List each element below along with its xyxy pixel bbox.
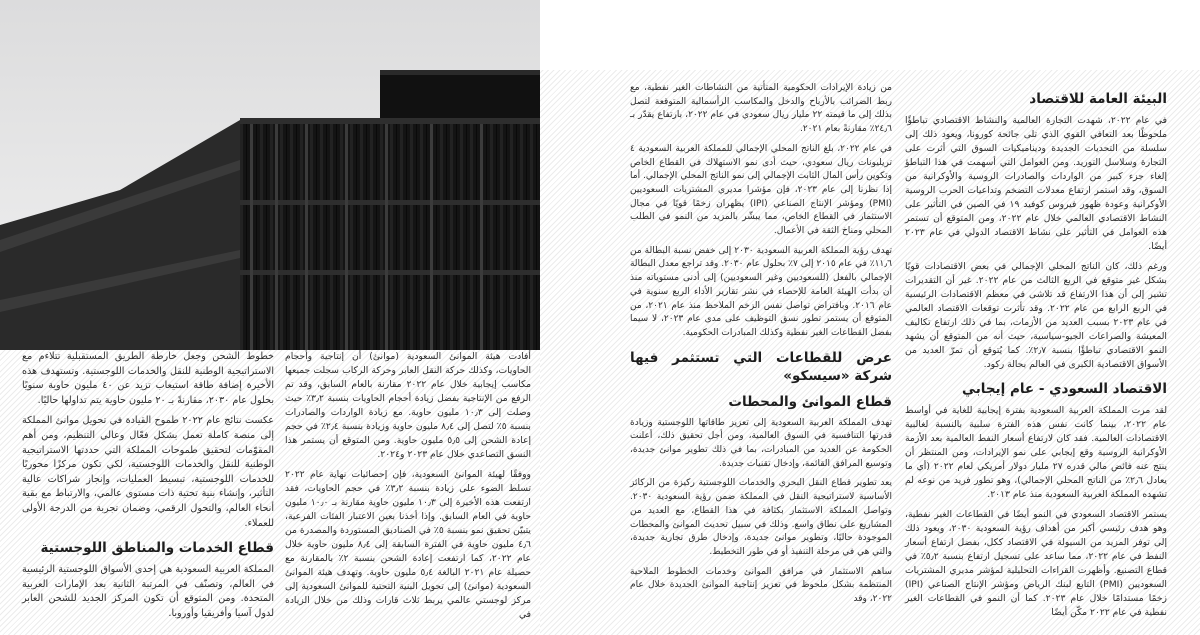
text-column-2 <box>630 82 892 613</box>
paragraph: عكست نتائج عام ٢٠٢٢ طموح القيادة في تحويل موانئ المملكة إلى منصة كاملة تعمل بشكل فعّال وعالي التنظيم، ومن أهم المقوّمات لتحقيق طموحات المملكة التي حددتها الاستراتيجية الوطنية للنقل والخدمات اللوجستية، لكي تكون مركزًا محوريًا للخدمات اللوجستية، تبسيط العمليات، وإنجاز شراكات عالية التأثير، وإنشاء بنية تحتية ذات مستوى عالمي، والارتباط مع بقية أنحاء العالم، والتحول الرقمي، وضمان تجربة من الدرجة الأولى للعملاء. <box>22 415 274 529</box>
paragraph: يستمر الاقتصاد السعودي في النمو أيضًا في القطاعات الغير نفطية، وهو هدف رئيسي أكبر من أهداف رؤية السعودية ٢٠٣٠، ويعود ذلك إلى توفر المزيد من السيولة في الاقتصاد ككل، بفضل ارتفاع أسعار النفط في عام ٢٠٢٢، مما ساعد على تسجيل ارتفاع بنسبة ٥٫٢٪ في قطاع التصنيع. وأظهرت القراءات التحليلية لمؤشر مديري المشتريات السعوديين (PMI) التابع لبنك الرياض ومؤشر الإنتاج الصناعي (IPI) زخمًا مستدامًا خلال عام ٢٠٢٣. كما أن النمو في القطاعات الغير نفطية في عام ٢٠٢٢ مكّن أيضًا <box>905 509 1168 618</box>
paragraph: من زيادة الإيرادات الحكومية المتأتية من النشاطات الغير نفطية، مع ربط الضرائب بالأرباح والدخل والمكاسب الرأسمالية المتوقعة لتصل بذلك إلى ما قيمته ٢٢ مليار ريال سعودي في عام ٢٠٢٢، بارتفاع يقدّر بـ ٢٤٫٦٪ مقارنةً بعام ٢٠٢١. <box>630 83 892 135</box>
paragraph: ساهم الاستثمار في مرافق الموانئ وخدمات الخطوط الملاحية المنتظمة بشكل ملحوظ في تعزيز إنتاجية الموانئ الجديدة خلال عام ٢٠٢٢، وقد <box>630 566 892 605</box>
paragraph: تهدف المملكة العربية السعودية إلى تعزيز طاقاتها اللوجستية وزيادة قدرتها التنافسية في السوق العالمية، ومن أجل تحقيق ذلك، أعلنت الحكومة عن العديد من المبادرات، بما في ذلك تطوير موانئ جديدة، وتوسيع المرافق القائمة، وإدخال تقنيات جديدة. <box>630 417 892 469</box>
text-column-1 <box>905 82 1167 626</box>
paragraph: تهدف رؤية المملكة العربية السعودية ٢٠٣٠ إلى خفض نسبة البطالة من ١١٫٦٪ في عام ٢٠١٥ إلى ٧٪ بحلول عام ٢٠٣٠. وقد تراجع معدل البطالة الإجمالي بالفعل (للسعوديين وغير السعوديين) إلى أدنى مستوياته منذ أن بدأت الهيئة العامة للإحصاء في نشر تقارير الأداء الربع سنوية في عام ٢٠١٦. وبافتراض تواصل نفس الزخم الملاحظ منذ عام ٢٠٢١، من المتوقع أن يستمر تطور نسق التوظيف على مدى عام ٢٠٢٣، لا سيما بفضل القطاعات الغير نفطية وكذلك المبادرات الحكومية. <box>629 245 893 338</box>
paragraph: المملكة العربية السعودية هي إحدى الأسواق اللوجستية الرئيسية في العالم، وتصنّف في المرتبة الثانية بعد الإمارات العربية المتحدة. ومن المتوقع أن تكون المركز الجديد للشحن العابر لدول آسيا وأفريقيا وأوروبا. <box>22 564 274 619</box>
section-heading-saudi-economy: الاقتصاد السعودي - عام إيجابي <box>962 381 1167 397</box>
section-heading-economic-environment: البيئة العامة للاقتصاد <box>1029 91 1167 107</box>
paragraph: أفادت هيئة الموانئ السعودية (موانئ) أن إنتاجية وأحجام الحاويات، وكذلك حركة النقل العابر وحركة الركاب سجلت جميعها مكاسب إيجابية خلال عام ٢٠٢٢ مقارنة بالعام السابق، وقد تم الرفع من الإنتاجية بفضل زيادة أحجام الحاويات بنسبة ٣٫٢٪ حيث وصلت إلى ١٠٫٣ مليون حاوية. مع زيادة الواردات والصادرات بنسبة ٥٪ لتصل إلى ٨٫٤ مليون حاوية وزيادة بنسبة ٢٫٤٪ في حجم إعادة الشحن إلى ٥٫٥ مليون حاوية. ومن المتوقع أن يستمر هذا النسق التصاعدي خلال عام ٢٠٢٣ و٢٠٢٤. <box>285 351 532 460</box>
paragraph: ووفقًا لهيئة الموانئ السعودية، فإن إحصائيات نهاية عام ٢٠٢٢ تسلط الضوء على زيادة بنسبة ٣٫٢٪ في حجم الحاويات، فقد ارتفعت هذه الأخيرة إلى ١٠٫٣ مليون حاوية مقارنة بـ ١٠٫٠ مليون حاوية في العام السابق. وإذا أخذنا بعين الاعتبار الفئات الفرعية، يتبيّن تحقيق نمو بنسبة ٥٪ في الصناديق المستوردة والمصدرة من ٤٫٦ مليون حاوية في الفترة السابقة إلى ٨٫٤ مليون حاوية خلال عام ٢٠٢٢، كما ارتفعت إعادة الشحن بنسبة ٢٪ بالمقارنة مع حصيلة عام ٢٠٢١ البالغة ٥٫٤ مليون حاوية. وتهدف هيئة الموانئ السعودية (موانئ) إلى تحويل البنية التحتية للموانئ السعودية إلى مركز لوجستي عالمي يربط ثلاث قارات وذلك من خلال الزيادة في <box>285 469 532 620</box>
section-heading-sisco-sectors: عرض للقطاعات التي تستثمر فيها شركة «سيسكو» <box>630 349 892 384</box>
page-top-margin <box>540 0 1200 70</box>
text-column-3 <box>285 350 531 628</box>
paragraph: ورغم ذلك، كان الناتج المحلي الإجمالي في بعض الاقتصادات قويًا بشكل غير متوقع في الربع الثالث من عام ٢٠٢٢. غير أن التقديرات تشير إلى أن هذا الارتفاع قد تلاشى في معظم الاقتصادات الرئيسية في الربع الرابع من عام ٢٠٢٢. وقد تأثرت توقعات الاقتصاد العالمي في عام ٢٠٢٣ بسبب العديد من الأزمات، بما في ذلك ارتفاع تكاليف المعيشة والصراعات الجيو-سياسية، حيث أنه من المتوقع أن يشهد النمو الاقتصادي تباطؤًا بنسبة ٢٫٧٪. كما يُتوقع أن تمرّ العديد من الأسواق الاقتصادية الكبرى في العالم بحالة ركود. <box>905 261 1167 370</box>
paragraph: لقد مرت المملكة العربية السعودية بفترة إيجابية للغاية في أواسط عام ٢٠٢٢، بينما كانت نفس هذه الفترة سلبية بالنسبة لغالبية الاقتصادات العالمية. فقد كان لارتفاع أسعار النفط العالمية بعد الأزمة الأوكرانية الروسية وقع إيجابي على نمو الإيرادات، ومن المنتظر أن ينتج عنه فائض مالي قدره ٢٧ مليار دولار أمريكي لعام ٢٠٢٢ (أي ما يعادل ٢٫٦٪ من الناتج المحلي الإجمالي)، وهو تطور فريد من نوعه لم تشهده المملكة العربية السعودية منذ عام ٢٠١٣. <box>905 405 1167 500</box>
section-heading-logistics-services: قطاع الخدمات والمناطق اللوجستية <box>40 540 274 557</box>
paragraph: في عام ٢٠٢٢، شهدت التجارة العالمية والنشاط الاقتصادي تباطؤًا ملحوظًا بعد التعافي القوي الذي تلى جائحة كورونا، ويعود ذلك إلى سلسلة من التحديات الجديدة وديناميكيات السوق التي أثرت على التجارة وسلاسل التوريد. ومن العوامل التي أسهمت في هذا التباطؤ إلغاء جزء كبير من الواردات والصادرات الروسية والأوكرانية من السوق، وقد استمر ارتفاع معدلات التضخم وتداعيات الحرب الروسية الأوكرانية وعودة ظهور فيروس كوفيد ١٩ في الصين في التأثير على النشاط الاقتصادي العالمي خلال عام ٢٠٢٢، ومن المتوقع أن تستمر هذه العوامل في التأثير على نشاط الاقتصاد الدولي في عام ٢٠٢٣ أيضًا. <box>905 115 1168 252</box>
shipping-containers-photo <box>0 0 540 350</box>
paragraph: يعد تطوير قطاع النقل البحري والخدمات اللوجستية ركيزة من الركائز الأساسية لاستراتيجية النقل في المملكة ضمن رؤية السعودية ٢٠٣٠. وتواصل المملكة الاستثمار بكثافة في هذا القطاع، مع العديد من المشاريع على نطاق واسع. وذلك في سبيل تحديث الموانئ والمحطات الموجودة حاليًا، وتطوير موانئ جديدة، وإدخال طرق تجارية جديدة، والتي هي في مرحلة التنفيذ أو في طور التخطيط. <box>630 478 892 557</box>
text-column-4 <box>22 350 274 628</box>
paragraph: في عام ٢٠٢٢، بلغ الناتج المحلي الإجمالي للمملكة العربية السعودية ٤ تريليونات ريال سعودي، حيث أدى نمو الاستهلاك في القطاع الخاص وتكوين رأس المال الثابت الإجمالي إلى نمو الناتج المحلي الإجمالي. أما إذا نظرنا إلى عام ٢٠٢٣، فإن مؤشرا مديري المشتريات السعوديين (PMI) ومؤشر الإنتاج الصناعي (IPI) يظهران زخمًا قويًا في مجال الاستثمار في القطاع الخاص، مما يبشّر بالمزيد من النمو في الطلب المحلي ومناخ الثقة في الأعمال. <box>630 143 893 237</box>
paragraph: خطوط الشحن وجعل خارطة الطريق المستقبلية تتلاءم مع الاستراتيجية الوطنية للنقل والخدمات اللوجستية. وتستهدف هذه الأخيرة إضافة طاقة استيعاب تزيد عن ٤٠ مليون حاوية سنويًا بحلول عام ٢٠٣٠، مقارنةً بـ ٢٠ مليون حاوية يتم تداولها حاليًا. <box>22 351 274 406</box>
section-heading-ports-terminals: قطاع الموانئ والمحطات <box>728 393 892 410</box>
